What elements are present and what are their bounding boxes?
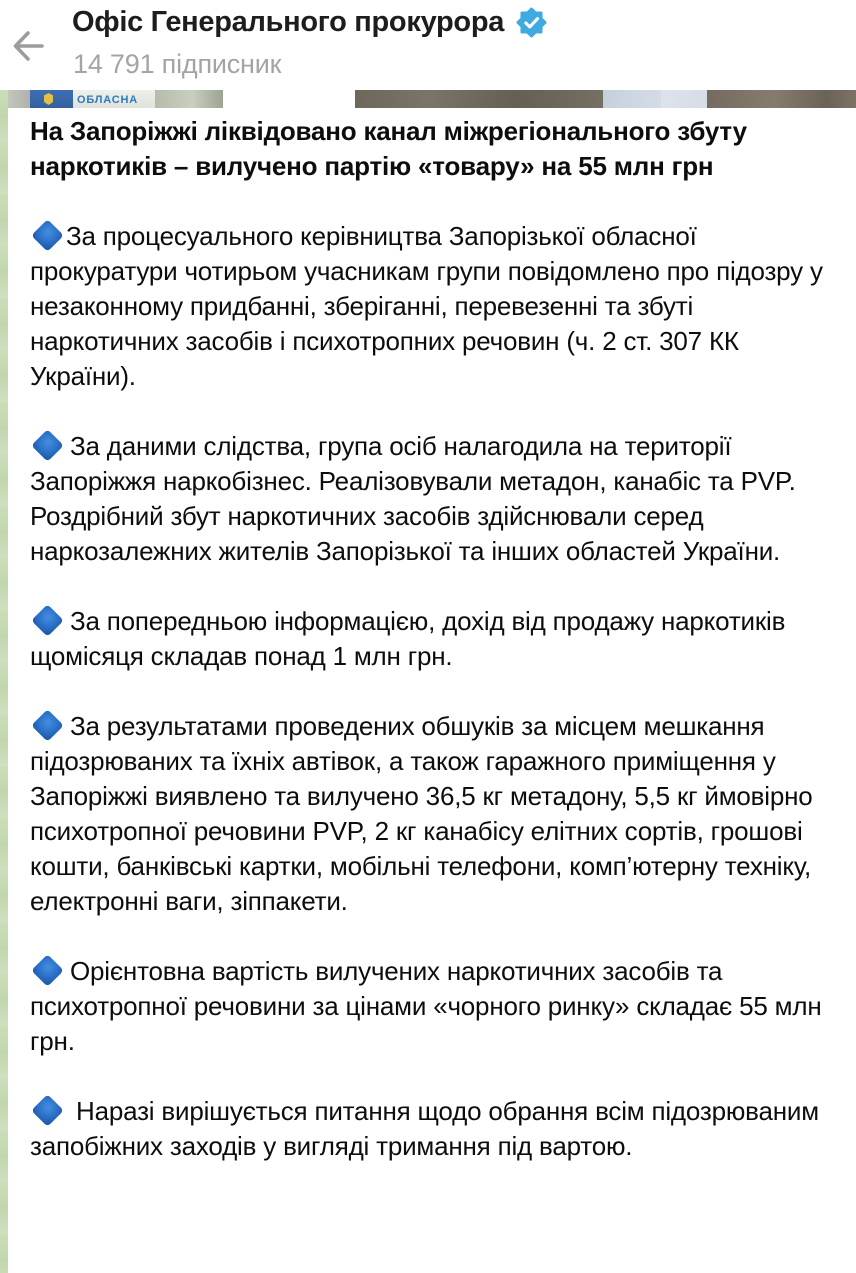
subscriber-count: 14 791 підписник: [73, 49, 282, 79]
photo-fragment: [355, 90, 603, 108]
message-paragraph: [30, 604, 832, 674]
paragraph-text: За результатами проведених обшуків за місцем мешкання підозрюваних та їхніх автівок, а також гаражного приміщення у Запоріжжі виявлено та вилучено 36,5 кг метадону, 5,5 кг ймовірно психотропної речовини PVP, 2 кг канабісу елітних сортів, грошові кошти, банківські картки, мобільні телефони, комп’ютерну техніку, електронні ваги, зіппакети.: [30, 711, 813, 916]
message-paragraph: [30, 954, 832, 1059]
paragraph-text: Наразі вирішується питання щодо обрання всім підозрюваним запобіжних заходів у вигляді тримання під вартою.: [30, 1096, 819, 1161]
blue-diamond-icon: [31, 709, 64, 742]
blue-diamond-icon: [31, 1094, 64, 1127]
message-paragraph: [30, 429, 832, 569]
back-button[interactable]: [4, 22, 52, 70]
photo-fragment-banner: [73, 90, 155, 108]
blue-diamond-icon: [31, 429, 64, 462]
blue-diamond-icon: [31, 604, 64, 637]
message-paragraph: [30, 1094, 832, 1164]
banner-text: ОБЛАСНА: [77, 94, 139, 106]
paragraph-text: За попередньою інформацією, дохід від продажу наркотиків щомісяця складав понад 1 млн грн.: [30, 606, 786, 671]
photo-fragment: [603, 90, 661, 108]
photo-fragment: [155, 90, 223, 108]
photo-thumbnail-1[interactable]: [8, 90, 345, 108]
channel-title-row[interactable]: [72, 6, 548, 39]
verified-badge-icon: [515, 6, 548, 39]
photo-fragment: [223, 90, 345, 108]
photo-fragment: [661, 90, 707, 108]
chat-header: [0, 0, 856, 90]
blue-diamond-icon: [31, 219, 64, 252]
channel-title: Офіс Генерального прокурора: [72, 6, 505, 38]
message-text: [30, 114, 832, 1164]
message-paragraph: [30, 219, 832, 394]
photo-fragment: [707, 90, 856, 108]
photo-fragment-emblem: [30, 90, 73, 108]
left-arrow-icon: [4, 22, 52, 70]
paragraph-text: За процесуального керівництва Запорізької обласної прокуратури чотирьом учасникам групи повідомлено про підозру у незаконному придбанні, зберіганні, перевезенні та збуті наркотичних засобів і психотропних речовин (ч. 2 ст. 307 КК України).: [30, 221, 823, 391]
photo-fragment: [8, 90, 30, 108]
photo-thumbnail-2[interactable]: [355, 90, 856, 108]
chat-background-edge: [0, 90, 8, 1273]
paragraph-text: За даними слідства, група осіб налагодила на території Запоріжжя наркобізнес. Реалізовували метадон, канабіс та PVP. Роздрібний збут наркотичних засобів здійснювали серед наркозалежних жителів Запорізької та інших областей України.: [30, 431, 796, 566]
coat-of-arms-icon: [44, 93, 53, 105]
blue-diamond-icon: [31, 954, 64, 987]
paragraph-text: Орієнтовна вартість вилучених наркотичних засобів та психотропної речовини за цінами «чорного ринку» складає 55 млн грн.: [30, 956, 822, 1056]
message-headline: На Запоріжжі ліквідовано канал міжрегіонального збуту наркотиків – вилучено партію «товару» на 55 млн грн: [30, 116, 747, 181]
photo-gallery-cropped: [8, 90, 856, 108]
message-paragraph: [30, 709, 832, 919]
